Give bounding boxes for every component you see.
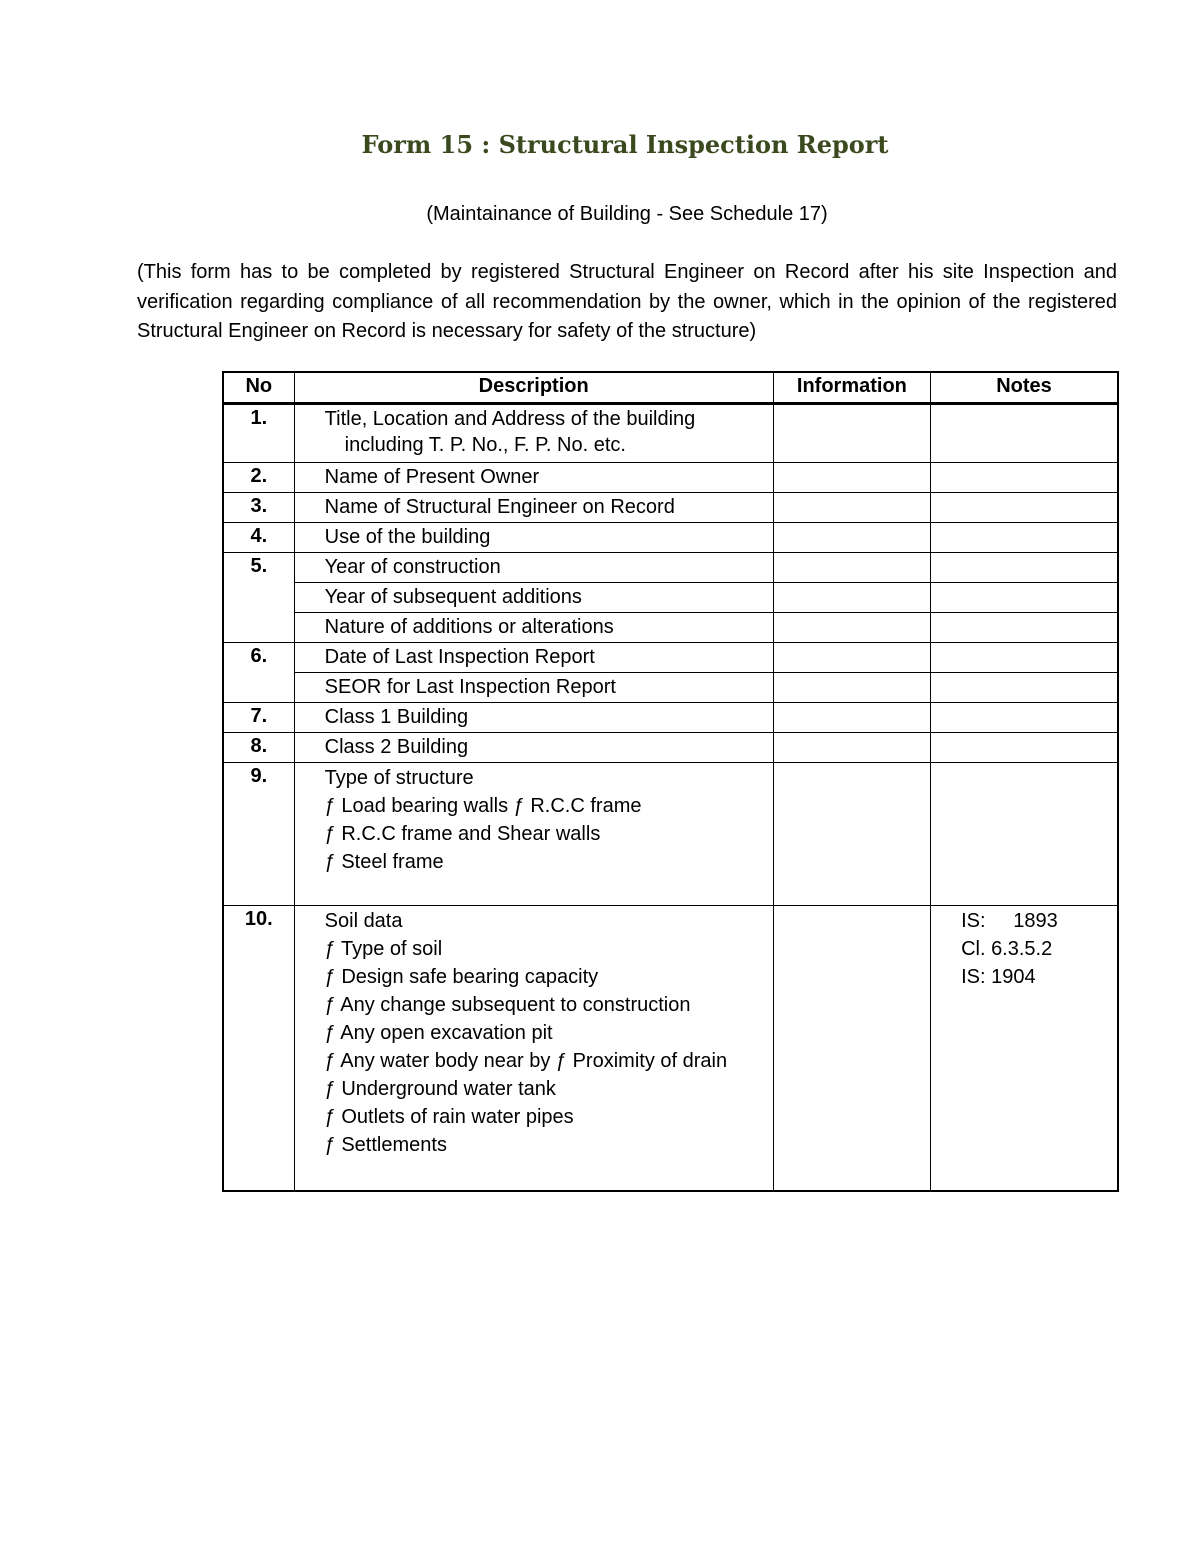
row-description: Nature of additions or alterations	[294, 613, 773, 643]
notes-field[interactable]	[931, 643, 1118, 673]
header-description: Description	[294, 372, 773, 404]
information-field[interactable]	[773, 703, 930, 733]
description-line: ƒ Settlements	[324, 1134, 447, 1156]
row-description	[294, 763, 773, 906]
table-header-row	[223, 372, 1118, 404]
instructions-paragraph: (This form has to be completed by registered Structural Engineer on Record after his site Inspection and verification regarding compliance of all recommendation by the owner, which in the opinion of the registered Structural Engineer on Record is necessary for safety of the structure)	[137, 261, 1117, 342]
row-description: Name of Structural Engineer on Record	[294, 493, 773, 523]
information-field[interactable]	[773, 673, 930, 703]
information-field[interactable]	[773, 553, 930, 583]
description-line: ƒ Underground water tank	[324, 1078, 556, 1100]
information-field[interactable]	[773, 404, 930, 463]
row-description	[294, 404, 773, 463]
notes-field[interactable]	[931, 553, 1118, 583]
table-row	[223, 906, 1118, 1192]
row-description: Name of Present Owner	[294, 463, 773, 493]
description-line: Type of structure	[324, 767, 474, 789]
row-description: Year of subsequent additions	[294, 583, 773, 613]
description-line: ƒ Outlets of rain water pipes	[324, 1106, 574, 1128]
description-line: including T. P. No., F. P. No. etc.	[344, 434, 626, 456]
description-line: Soil data	[324, 910, 403, 932]
row-number: 3.	[223, 493, 294, 523]
notes-field[interactable]	[931, 763, 1118, 906]
notes-field[interactable]	[931, 613, 1118, 643]
header-information: Information	[773, 372, 930, 404]
row-description: Class 1 Building	[294, 703, 773, 733]
table-row	[223, 463, 1118, 493]
row-description: SEOR for Last Inspection Report	[294, 673, 773, 703]
table-row	[223, 703, 1118, 733]
information-field[interactable]	[773, 643, 930, 673]
information-field[interactable]	[773, 463, 930, 493]
information-field[interactable]	[773, 906, 930, 1192]
notes-field[interactable]	[931, 733, 1118, 763]
information-field[interactable]	[773, 523, 930, 553]
notes-field[interactable]	[931, 463, 1118, 493]
notes-line: IS: 1904	[961, 966, 1036, 988]
inspection-table	[222, 371, 1119, 1192]
information-field[interactable]	[773, 493, 930, 523]
description-line: ƒ Any open excavation pit	[324, 1022, 553, 1044]
notes-field[interactable]	[931, 906, 1118, 1192]
row-description: Date of Last Inspection Report	[294, 643, 773, 673]
table-row	[223, 553, 1118, 583]
information-field[interactable]	[773, 583, 930, 613]
header-no: No	[223, 372, 294, 404]
description-line: ƒ Type of soil	[324, 938, 443, 960]
notes-field[interactable]	[931, 523, 1118, 553]
notes-field[interactable]	[931, 673, 1118, 703]
information-field[interactable]	[773, 733, 930, 763]
row-number: 7.	[223, 703, 294, 733]
description-line: ƒ Any water body near by ƒ Proximity of drain	[324, 1050, 728, 1072]
information-field[interactable]	[773, 613, 930, 643]
page-title: Form 15 : Structural Inspection Report	[361, 130, 889, 159]
description-line: Title, Location and Address of the building	[324, 408, 696, 430]
table-row	[223, 404, 1118, 463]
table-row	[223, 493, 1118, 523]
notes-line: IS: 1893	[961, 910, 1058, 932]
row-number: 6.	[223, 643, 294, 703]
notes-field[interactable]	[931, 493, 1118, 523]
header-notes: Notes	[931, 372, 1118, 404]
information-field[interactable]	[773, 763, 930, 906]
row-description	[294, 906, 773, 1192]
notes-field[interactable]	[931, 583, 1118, 613]
row-description: Use of the building	[294, 523, 773, 553]
table-row	[223, 763, 1118, 906]
notes-field[interactable]	[931, 703, 1118, 733]
row-number: 8.	[223, 733, 294, 763]
table-row	[223, 523, 1118, 553]
row-number: 1.	[223, 404, 294, 463]
table-row	[223, 643, 1118, 673]
row-number: 9.	[223, 763, 294, 906]
row-number: 4.	[223, 523, 294, 553]
row-number: 2.	[223, 463, 294, 493]
row-number: 10.	[223, 906, 294, 1192]
description-line: ƒ Load bearing walls ƒ R.C.C frame	[324, 795, 642, 817]
description-line: ƒ Steel frame	[324, 851, 444, 873]
description-line: ƒ Design safe bearing capacity	[324, 966, 599, 988]
row-number: 5.	[223, 553, 294, 643]
page-subtitle: (Maintainance of Building - See Schedule 17)	[426, 203, 828, 225]
row-description: Year of construction	[294, 553, 773, 583]
description-line: ƒ Any change subsequent to construction	[324, 994, 691, 1016]
table-row	[223, 733, 1118, 763]
notes-line: Cl. 6.3.5.2	[961, 938, 1053, 960]
notes-field[interactable]	[931, 404, 1118, 463]
row-description: Class 2 Building	[294, 733, 773, 763]
table-row	[223, 583, 1118, 613]
description-line: ƒ R.C.C frame and Shear walls	[324, 823, 601, 845]
table-row	[223, 613, 1118, 643]
table-row	[223, 673, 1118, 703]
